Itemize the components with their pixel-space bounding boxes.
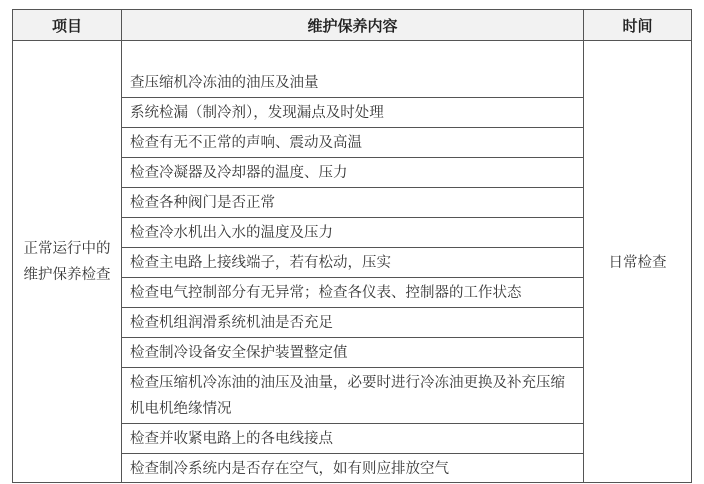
maintenance-item: 检查压缩机冷冻油的油压及油量，必要时进行冷冻油更换及补充压缩机电机绝缘情况 (122, 368, 584, 424)
table-row (13, 41, 692, 98)
header-time: 时间 (584, 10, 692, 41)
maintenance-item: 系统检漏（制冷剂），发现漏点及时处理 (122, 98, 584, 128)
header-row (13, 10, 692, 41)
time-cell: 日常检查 (584, 41, 692, 483)
header-content: 维护保养内容 (122, 10, 584, 41)
maintenance-item: 检查电气控制部分有无异常；检查各仪表、控制器的工作状态 (122, 278, 584, 308)
maintenance-item: 检查各种阀门是否正常 (122, 188, 584, 218)
category-cell: 正常运行中的维护保养检查 (13, 41, 122, 483)
header-category: 项目 (13, 10, 122, 41)
maintenance-item: 检查主电路上接线端子，若有松动，压实 (122, 248, 584, 278)
maintenance-item: 查压缩机冷冻油的油压及油量 (122, 41, 584, 98)
maintenance-item: 检查制冷系统内是否存在空气，如有则应排放空气 (122, 454, 584, 483)
maintenance-item: 检查冷凝器及冷却器的温度、压力 (122, 158, 584, 188)
maintenance-item: 检查有无不正常的声响、震动及高温 (122, 128, 584, 158)
maintenance-item: 检查机组润滑系统机油是否充足 (122, 308, 584, 338)
maintenance-item: 检查制冷设备安全保护装置整定值 (122, 338, 584, 368)
maintenance-table (12, 9, 692, 483)
maintenance-item: 检查冷水机出入水的温度及压力 (122, 218, 584, 248)
maintenance-item: 检查并收紧电路上的各电线接点 (122, 424, 584, 454)
